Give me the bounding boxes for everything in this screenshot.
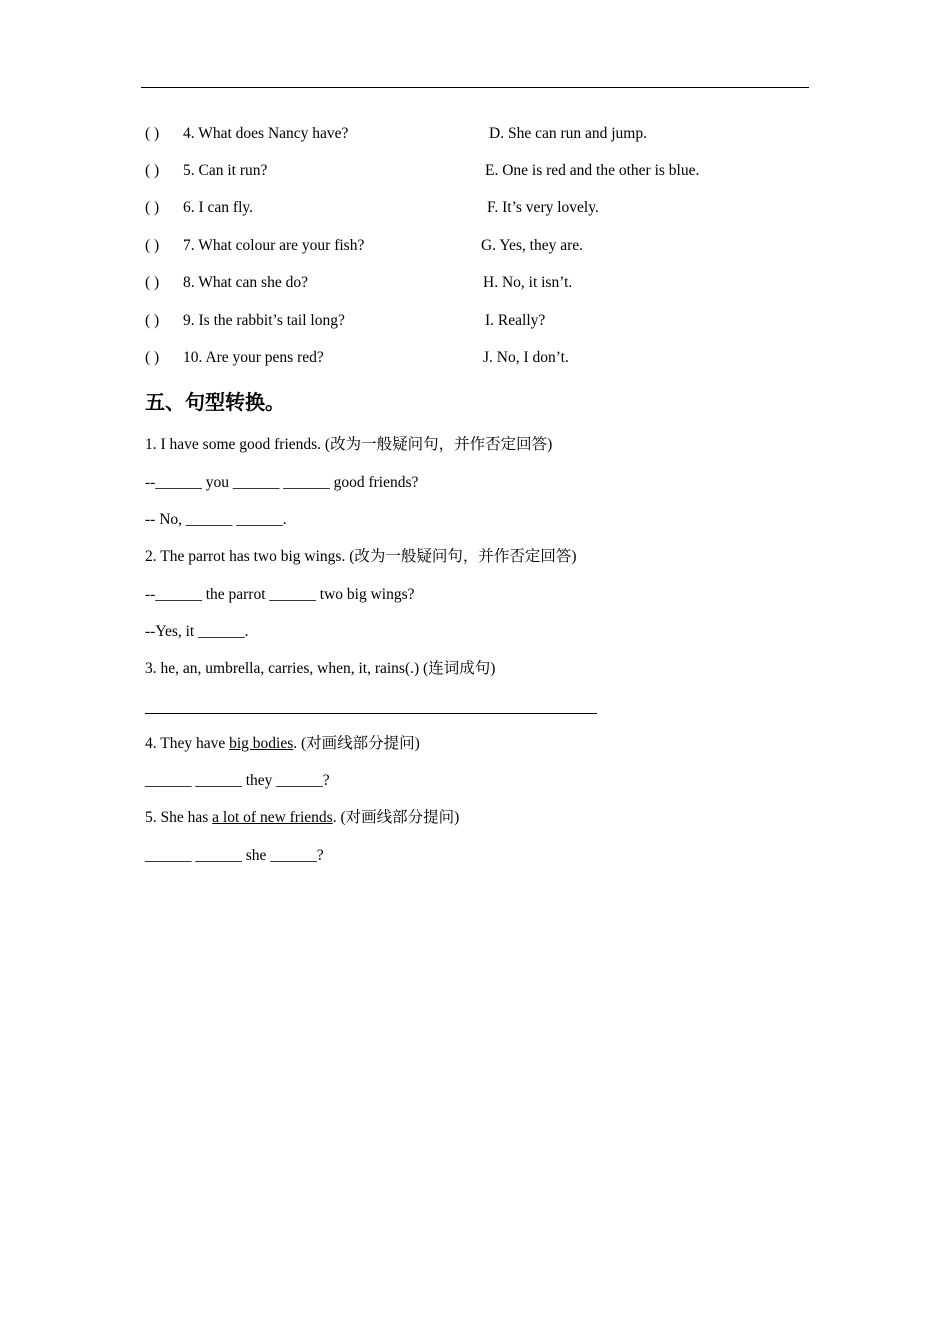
answer-blank[interactable]: ( ) — [145, 125, 160, 142]
match-question: 6. I can fly. — [183, 199, 254, 216]
match-answer: D. She can run and jump. — [489, 125, 647, 142]
question-5-line-1[interactable]: ______ ______ she ______? — [145, 847, 324, 864]
match-answer: J. No, I don’t. — [483, 349, 569, 366]
question-4-underlined: big bodies — [229, 735, 294, 752]
answer-blank[interactable]: ( ) — [145, 312, 160, 329]
match-answer: E. One is red and the other is blue. — [485, 162, 700, 179]
question-4-suffix: . (对画线部分提问) — [293, 735, 420, 752]
match-answer: H. No, it isn’t. — [483, 274, 573, 291]
question-3-answer-line[interactable] — [145, 713, 597, 714]
answer-blank[interactable]: ( ) — [145, 237, 160, 254]
match-answer: F. It’s very lovely. — [487, 199, 599, 216]
match-question: 8. What can she do? — [183, 274, 308, 291]
question-4 — [145, 734, 420, 754]
answer-blank[interactable]: ( ) — [145, 274, 160, 291]
answer-blank[interactable]: ( ) — [145, 162, 160, 179]
match-question: 9. Is the rabbit’s tail long? — [183, 312, 345, 329]
answer-blank[interactable]: ( ) — [145, 199, 160, 216]
header-rule — [141, 87, 809, 88]
question-1: 1. I have some good friends. (改为一般疑问句，并作否定回答) — [145, 436, 553, 453]
question-2: 2. The parrot has two big wings. (改为一般疑问句，并作否定回答) — [145, 548, 577, 565]
question-1-line-1[interactable]: --______ you ______ ______ good friends? — [145, 474, 419, 491]
question-5-suffix: . (对画线部分提问) — [332, 809, 460, 826]
match-question: 5. Can it run? — [183, 162, 268, 179]
match-answer: G. Yes, they are. — [481, 237, 584, 254]
question-4-prefix: 4. They have — [145, 735, 230, 752]
answer-blank[interactable]: ( ) — [145, 349, 160, 366]
question-1-line-2[interactable]: -- No, ______ ______. — [145, 511, 287, 528]
question-2-line-2[interactable]: --Yes, it ______. — [145, 623, 249, 640]
question-5-underlined: a lot of new friends — [212, 809, 333, 826]
question-3: 3. he, an, umbrella, carries, when, it, rains(.) (连词成句) — [145, 660, 496, 677]
question-2-line-1[interactable]: --______ the parrot ______ two big wings? — [145, 586, 415, 603]
question-5-prefix: 5. She has — [145, 809, 213, 826]
match-question: 10. Are your pens red? — [183, 349, 324, 366]
match-question: 4. What does Nancy have? — [183, 125, 349, 142]
section-title: 五、句型转换。 — [145, 390, 285, 414]
question-5 — [145, 808, 459, 828]
match-question: 7. What colour are your fish? — [183, 237, 365, 254]
match-answer: I. Really? — [485, 312, 546, 329]
question-4-line-1[interactable]: ______ ______ they ______? — [145, 772, 330, 789]
